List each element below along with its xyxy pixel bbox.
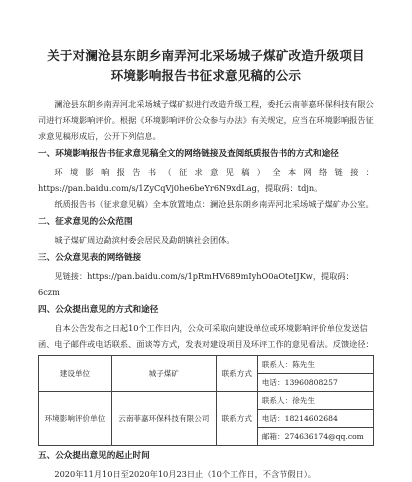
section-1-link[interactable]: https://pan.baidu.com/s/1ZyCqVj0he6beYr6N9xdLag，提取码：tdjn。 — [38, 183, 323, 193]
section-1-link-label: 环 境 影 响 报 告 书 （ 征 求 意 见 稿 ） 全 本 网 络 链 接 ： — [54, 167, 374, 177]
email-cell[interactable]: 邮箱：274636174@qq.com — [257, 428, 373, 446]
unit-label-cell: 环境影响评价单位 — [39, 392, 112, 446]
contact-person-cell: 联系人：陈先生 — [257, 356, 373, 374]
section-4-text: 自本公告发布之日起10个工作日内，公众可采取向建设单位或环境影响评价单位发送信函、电子邮件或电话联系、面谈等方式，发表对建设项目及环评工作的意见看法。反馈途径： — [38, 323, 374, 349]
phone-cell: 电话：18214602684 — [257, 410, 373, 428]
contact-label-cell: 联系方式 — [216, 392, 257, 446]
phone-cell: 电话：13960808257 — [257, 374, 373, 392]
section-4-heading: 四、公众提出意见的方式和途径 — [38, 305, 159, 315]
contact-person-cell: 联系人：徐先生 — [257, 392, 373, 410]
section-5-heading: 五、公众提出意见的起止时间 — [38, 451, 150, 461]
document-title — [38, 46, 374, 86]
title-line-1: 关于对澜沧县东朗乡南弄河北采场城子煤矿改造升级项目 — [47, 48, 365, 63]
intro-paragraph: 澜沧县东朗乡南弄河北采场城子煤矿拟进行改造升级工程，委托云南菲嘉环保科技有限公司进行环境影响评价。根据《环境影响评价公众参与办法》有关规定，应当在环境影响报告征求意见稿形成后，公开下列信息。 — [38, 99, 374, 141]
unit-label-cell: 建设单位 — [39, 356, 112, 392]
section-2-heading: 二、征求意见的公众范围 — [38, 217, 133, 227]
contact-label-cell: 联系方式 — [216, 356, 257, 392]
section-3-heading: 三、公众意见表的网络链接 — [38, 253, 142, 263]
section-5-text: 2020年11月10日至2020年10月23日止（10个工作日，不含节假日）。 — [54, 469, 316, 479]
table-row — [39, 356, 374, 374]
unit-name-cell: 云南菲嘉环保科技有限公司 — [111, 392, 216, 446]
contact-table — [38, 355, 374, 446]
title-line-2: 环境影响报告书征求意见稿的公示 — [110, 68, 302, 83]
table-row — [39, 392, 374, 410]
section-3-link[interactable]: 见链接：https://pan.baidu.com/s/1pRmHV689mIyhO0aOteIJKw，提取码：6czm — [38, 271, 354, 297]
section-1-paper-location: 纸质报告书（征求意见稿）全本放置地点：澜沧县东朗乡南弄河北采场城子煤矿办公室。 — [54, 199, 374, 209]
unit-name-cell: 城子煤矿 — [111, 356, 216, 392]
section-2-text: 城子煤矿周边勐滨村委会居民及勐朗镇社会团体。 — [54, 235, 235, 245]
section-1-heading: 一、环境影响报告书征求意见稿全文的网络链接及查阅纸质报告书的方式和途径 — [38, 149, 339, 159]
